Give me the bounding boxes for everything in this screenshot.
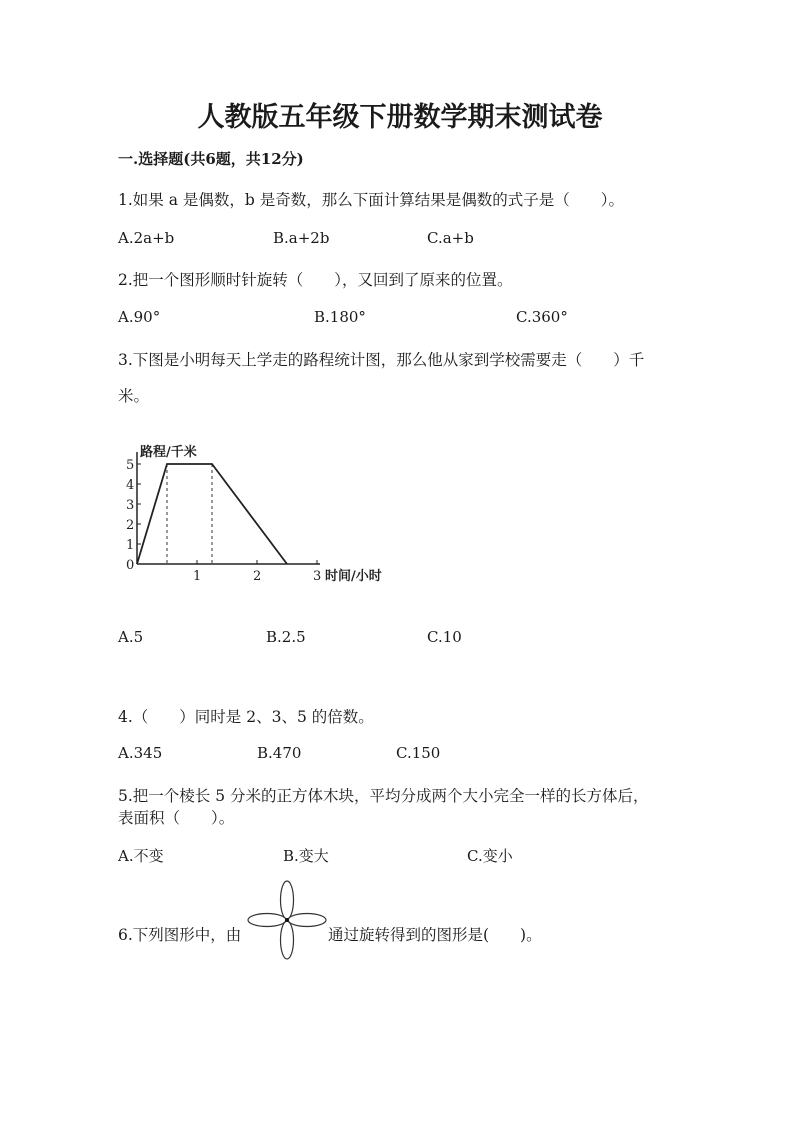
question-3-option-c: C.10 — [427, 628, 462, 646]
x-tick-label: 3 — [313, 569, 322, 584]
question-6-text-after: 通过旋转得到的图形是( )。 — [328, 926, 542, 944]
question-2-option-a: A.90° — [118, 308, 161, 326]
question-6-text-before: 6.下列图形中，由 — [118, 926, 242, 944]
x-tick-label: 2 — [253, 569, 262, 584]
y-tick-label: 1 — [126, 538, 135, 553]
four-petal-flower-figure — [247, 880, 327, 960]
distance-time-chart — [115, 436, 405, 586]
y-tick-label: 0 — [126, 558, 135, 573]
y-axis-label: 路程/千米 — [140, 445, 197, 460]
x-tick-label: 1 — [193, 569, 202, 584]
y-tick-label: 4 — [126, 478, 135, 493]
question-1-option-c: C.a+b — [427, 229, 474, 247]
y-tick-label: 5 — [126, 458, 135, 473]
y-tick-label: 3 — [126, 498, 135, 513]
question-5-option-a: A.不变 — [118, 847, 164, 865]
question-2-option-c: C.360° — [516, 308, 568, 326]
question-4-option-a: A.345 — [118, 744, 163, 762]
question-1-option-b: B.a+2b — [273, 229, 330, 247]
question-3-option-b: B.2.5 — [266, 628, 306, 646]
y-tick-label: 2 — [126, 518, 135, 533]
question-5-text-line2: 表面积（ ）。 — [118, 809, 235, 827]
question-3-option-a: A.5 — [118, 628, 144, 646]
question-2-text: 2.把一个图形顺时针旋转（ ），又回到了原来的位置。 — [118, 271, 513, 289]
question-5-text-line1: 5.把一个棱长 5 分米的正方体木块，平均分成两个大小完全一样的长方体后， — [118, 787, 649, 805]
question-1-option-a: A.2a+b — [118, 229, 175, 247]
question-5-option-b: B.变大 — [283, 847, 329, 865]
question-1-text: 1.如果 a 是偶数，b 是奇数，那么下面计算结果是偶数的式子是（ ）。 — [118, 191, 624, 209]
page-title: 人教版五年级下册数学期末测试卷 — [197, 102, 603, 133]
question-2-option-b: B.180° — [314, 308, 366, 326]
question-4-option-b: B.470 — [257, 744, 302, 762]
question-3-text-line1: 3.下图是小明每天上学走的路程统计图，那么他从家到学校需要走（ ）千 — [118, 351, 645, 369]
question-4-option-c: C.150 — [396, 744, 441, 762]
question-3-text-line2: 米。 — [118, 387, 150, 405]
section-heading: 一.选择题(共6题，共12分) — [118, 150, 304, 168]
x-axis-label: 时间/小时 — [325, 569, 382, 584]
question-4-text: 4.（ ）同时是 2、3、5 的倍数。 — [118, 708, 374, 726]
question-5-option-c: C.变小 — [467, 847, 513, 865]
